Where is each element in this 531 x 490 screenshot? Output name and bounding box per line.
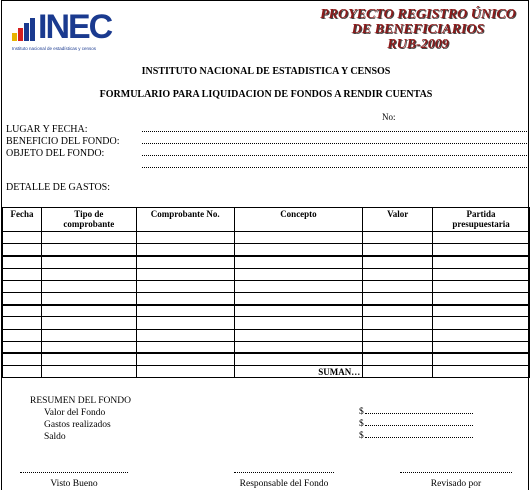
total-value-cell[interactable] <box>363 366 433 378</box>
currency-sign: $ <box>359 419 364 429</box>
table-row[interactable] <box>3 280 530 292</box>
col-concepto: Concepto <box>234 208 363 232</box>
saldo-amount-field[interactable] <box>359 431 473 441</box>
inec-logo <box>12 9 127 54</box>
table-row[interactable] <box>3 305 530 317</box>
total-row <box>3 366 530 378</box>
summary-saldo-label: Saldo <box>44 432 66 442</box>
signature-revisado[interactable] <box>400 467 512 489</box>
suman-label: SUMAN… <box>234 366 363 378</box>
signature-responsable-label: Responsable del Fondo <box>239 479 329 489</box>
fund-summary <box>30 395 131 443</box>
table-row[interactable] <box>3 329 530 341</box>
table-row[interactable] <box>3 244 530 256</box>
detail-label: DETALLE DE GASTOS: <box>6 182 111 193</box>
expenses-table <box>2 207 530 378</box>
valor-amount-field[interactable] <box>359 407 473 417</box>
form-heading: FORMULARIO PARA LIQUIDACION DE FONDOS A RENDIR CUENTAS <box>99 89 433 100</box>
signature-visto-bueno[interactable] <box>20 467 128 489</box>
project-title-line2: DE BENEFICIARIOS <box>351 22 485 37</box>
form-page <box>1 0 529 490</box>
col-comprobante: Comprobante No. <box>136 208 234 232</box>
summary-title: RESUMEN DEL FONDO <box>30 396 131 406</box>
signature-revisado-label: Revisado por <box>430 479 482 489</box>
signature-responsable[interactable] <box>234 467 334 489</box>
table-header-row <box>3 208 530 232</box>
col-partida <box>433 208 530 232</box>
table-row[interactable] <box>3 268 530 280</box>
signature-visto-label: Visto Bueno <box>50 479 98 489</box>
col-tipo-line2: comprobante <box>63 219 115 229</box>
logo-text: INEC <box>38 8 112 46</box>
place-date-label: LUGAR Y FECHA: <box>6 124 88 135</box>
currency-sign: $ <box>359 407 364 417</box>
project-title-line3: RUB-2009 <box>387 37 449 52</box>
col-partida-line1: Partida <box>466 209 496 219</box>
summary-valor-label: Valor del Fondo <box>44 408 106 418</box>
table-row[interactable] <box>3 341 530 353</box>
project-title <box>318 7 518 52</box>
currency-sign: $ <box>359 431 364 441</box>
number-label: No: <box>382 112 396 122</box>
table-row[interactable] <box>3 232 530 244</box>
table-row[interactable] <box>3 256 530 268</box>
signature-line <box>20 467 128 473</box>
table-row[interactable] <box>3 353 530 365</box>
col-partida-line2: presupuestaria <box>452 219 510 229</box>
signature-line <box>234 467 334 473</box>
col-tipo <box>41 208 136 232</box>
beneficiary-label: BENEFICIO DEL FONDO: <box>6 136 120 147</box>
gastos-amount-field[interactable] <box>359 419 473 429</box>
project-title-line1: PROYECTO REGISTRO ÚNICO <box>320 7 516 22</box>
col-fecha: Fecha <box>3 208 42 232</box>
place-date-line[interactable] <box>142 131 527 132</box>
table-row[interactable] <box>3 292 530 304</box>
beneficiary-line[interactable] <box>142 143 527 144</box>
summary-gastos-label: Gastos realizados <box>44 420 111 430</box>
table-row[interactable] <box>3 317 530 329</box>
col-tipo-line1: Tipo de <box>74 209 104 219</box>
institute-heading: INSTITUTO NACIONAL DE ESTADISTICA Y CENSOS <box>141 66 391 77</box>
object-label: OBJETO DEL FONDO: <box>6 148 105 159</box>
signature-line <box>400 467 512 473</box>
object-line[interactable] <box>142 155 527 156</box>
col-valor: Valor <box>363 208 433 232</box>
object-line-2[interactable] <box>142 167 527 168</box>
logo-subtitle: Instituto nacional de estadísticas y censos <box>12 46 97 51</box>
